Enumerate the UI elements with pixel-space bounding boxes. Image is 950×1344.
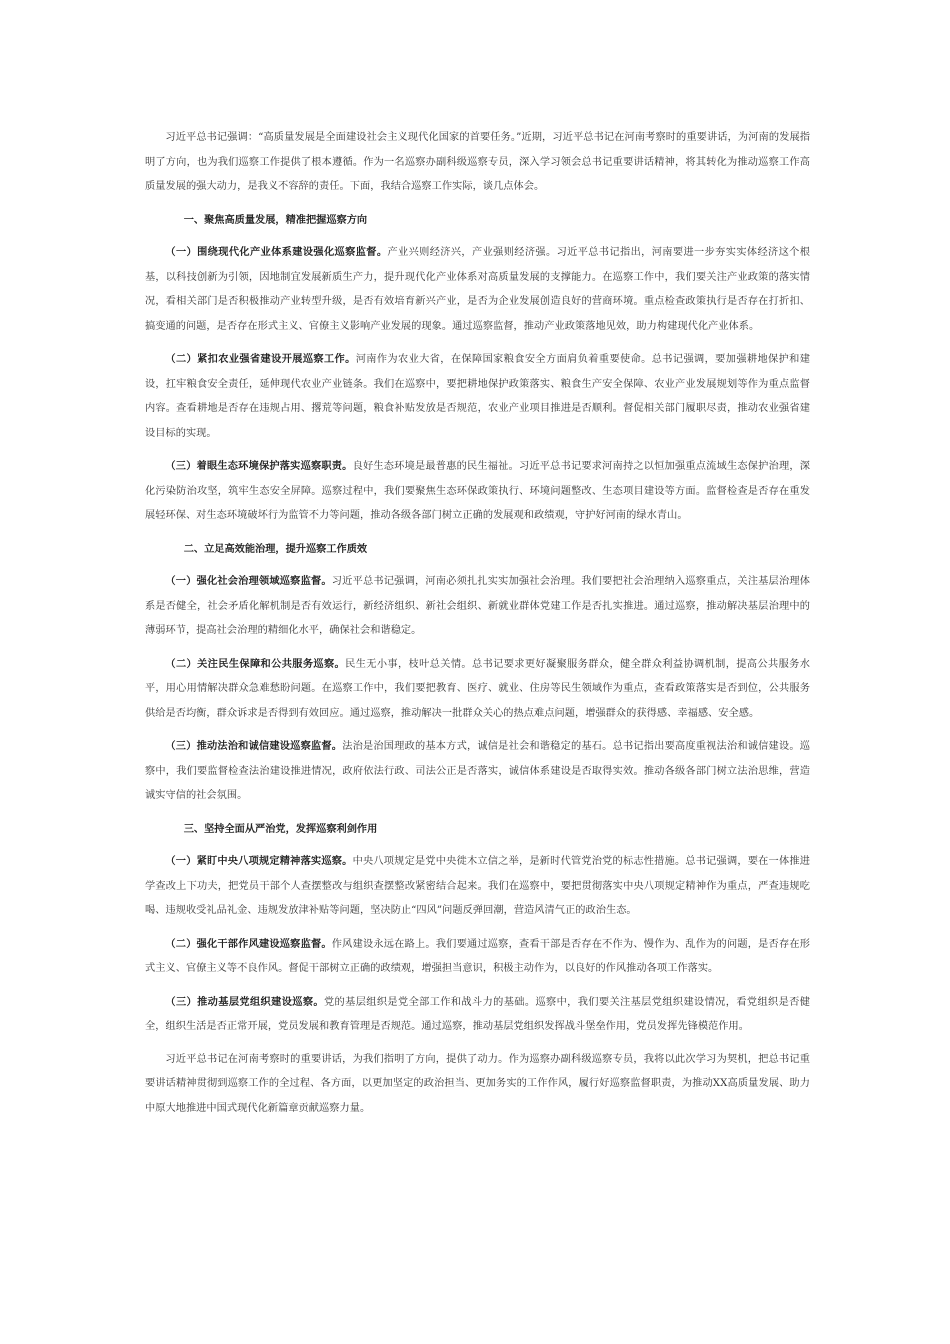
conclusion-paragraph: 习近平总书记在河南考察时的重要讲话，为我们指明了方向，提供了动力。作为巡察办副科级巡察专员，我将以此次学习为契机，把总书记重要讲话精神贯彻到巡察工作的全过程、各方面，以更加坚定的政治担当、更加务实的工作作风，履行好巡察监督职责，为推动XX高质量发展、助力中原大地推进中国式现代化新篇章贡献巡察力量。 [145,1053,810,1114]
item-body: 习近平总书记强调，河南必须扎扎实实加强社会治理。我们要把社会治理纳入巡察重点，关注基层治理体系是否健全，社会矛盾化解机制是否有效运行，新经济组织、新社会组织、新就业群体党建工作是否扎实推进。通过巡察，推动解决基层治理中的薄弱环节，提高社会治理的精细化水平，确保社会和谐稳定。 [145,576,810,636]
section-1-item-1 [145,240,810,339]
section-3-item-3 [145,990,810,1040]
item-body: 中央八项规定是党中央徙木立信之举，是新时代管党治党的标志性措施。总书记强调，要在一体推进学查改上下功夫，把党员干部个人查摆整改与组织查摆整改紧密结合起来。我们在巡察中，要把贯彻落实中央八项规定精神作为重点，严查违规吃喝、违规收受礼品礼金、违规发放津补贴等问题，坚决防止“四风”问题反弹回潮，营造风清气正的政治生态。 [145,856,810,916]
section-heading-2: 二、立足高效能治理，提升巡察工作质效 [183,542,368,555]
section-1-item-2 [145,347,810,446]
item-body: 法治是治国理政的基本方式，诚信是社会和谐稳定的基石。总书记指出要高度重视法治和诚信建设。巡察中，我们要监督检查法治建设推进情况，政府依法行政、司法公正是否落实，诚信体系建设是否取得实效。推动各级各部门树立法治思维，营造诚实守信的社会氛围。 [145,741,810,801]
item-title: （一）紧盯中央八项规定精神落实巡察。 [165,855,353,867]
item-title: （一）围绕现代化产业体系建设强化巡察监督。 [165,246,388,258]
item-body: 民生无小事，枝叶总关情。总书记要求更好凝聚服务群众，健全群众利益协调机制，提高公共服务水平，用心用情解决群众急难愁盼问题。在巡察工作中，我们要把教育、医疗、就业、住房等民生领域作为重点，查看政策落实是否到位，公共服务供给是否均衡，群众诉求是否得到有效回应。通过巡察，推动解决一批群众关心的热点难点问题，增强群众的获得感、幸福感、安全感。 [145,658,810,719]
item-title: （一）强化社会治理领域巡察监督。 [165,575,332,587]
item-title: （二）关注民生保障和公共服务巡察。 [165,657,346,670]
item-title: （三）推动法治和诚信建设巡察监督。 [165,740,343,752]
item-title: （三）推动基层党组织建设巡察。 [165,995,324,1008]
item-body: 河南作为农业大省，在保障国家粮食安全方面肩负着重要使命。总书记强调，要加强耕地保护和建设，扛牢粮食安全责任，延伸现代农业产业链条。我们在巡察中，要把耕地保护政策落实、粮食生产安全保障、农业产业发展规划等作为重点监督内容。查看耕地是否存在违规占用、撂荒等问题，粮食补贴发放是否规范，农业产业项目推进是否顺利。督促相关部门履职尽责，推动农业强省建设目标的实现。 [145,354,810,439]
item-body: 作风建设永远在路上。我们要通过巡察，查看干部是否存在不作为、慢作为、乱作为的问题，是否存在形式主义、官僚主义等不良作风。督促干部树立正确的政绩观，增强担当意识，积极主动作为，以良好的作风推动各项工作落实。 [145,938,810,974]
section-heading-1: 一、聚焦高质量发展，精准把握巡察方向 [183,213,368,226]
section-3-item-1 [145,849,810,924]
item-title: （二）强化干部作风建设巡察监督。 [165,937,332,950]
intro-paragraph: 习近平总书记强调：“高质量发展是全面建设社会主义现代化国家的首要任务。”近期，习近平总书记在河南考察时的重要讲话，为河南的发展指明了方向，也为我们巡察工作提供了根本遵循。作为一名巡察办副科级巡察专员，深入学习领会总书记重要讲话精神，将其转化为推动巡察工作高质量发展的强大动力，是我义不容辞的责任。下面，我结合巡察工作实际，谈几点体会。 [145,132,810,192]
section-heading-3: 三、坚持全面从严治党，发挥巡察利剑作用 [183,822,378,835]
section-2-item-3 [145,734,810,809]
section-1-item-3 [145,454,810,529]
item-body: 党的基层组织是党全部工作和战斗力的基础。巡察中，我们要关注基层党组织建设情况，看党组织是否健全，组织生活是否正常开展，党员发展和教育管理是否规范。通过巡察，推动基层党组织发挥战斗堡垒作用，党员发挥先锋模范作用。 [145,996,810,1032]
section-2-item-1 [145,569,810,644]
section-2-item-2 [145,652,810,727]
document-page [145,126,810,1121]
item-title: （二）紧扣农业强省建设开展巡察工作。 [165,353,356,365]
item-body: 良好生态环境是最普惠的民生福祉。习近平总书记要求河南持之以恒加强重点流域生态保护治理，深化污染防治攻坚，筑牢生态安全屏障。巡察过程中，我们要聚焦生态环保政策执行、环境问题整改、生态项目建设等方面。监督检查是否存在重发展轻环保、对生态环境破坏行为监管不力等问题，推动各级各部门树立正确的发展观和政绩观，守护好河南的绿水青山。 [145,461,810,521]
item-body: 产业兴则经济兴，产业强则经济强。习近平总书记指出，河南要进一步夯实实体经济这个根基，以科技创新为引领，因地制宜发展新质生产力，提升现代化产业体系对高质量发展的支撑能力。在巡察工作中，我们要关注产业政策的落实情况，看相关部门是否积极推动产业转型升级，是否有效培育新兴产业，是否为企业发展创造良好的营商环境。重点检查政策执行是否存在打折扣、搞变通的问题，是否存在形式主义、官僚主义影响产业发展的现象。通过巡察监督，推动产业政策落地见效，助力构建现代化产业体系。 [145,247,810,332]
section-3-item-2 [145,932,810,982]
item-title: （三）着眼生态环境保护落实巡察职责。 [165,460,353,472]
